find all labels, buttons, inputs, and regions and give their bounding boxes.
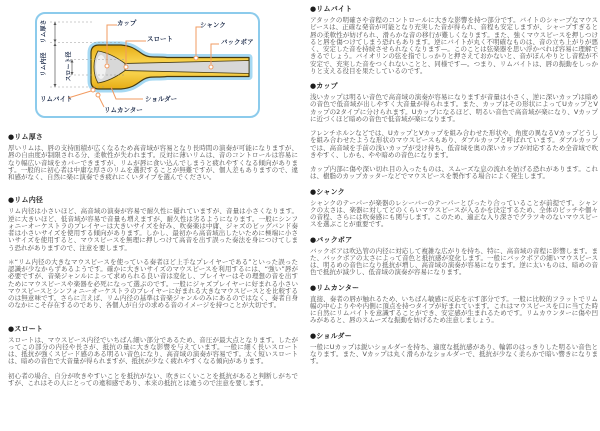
paragraph: カップ内部に傷や深い切れ目の入ったものは、スムーズな息の流れを妨げる恐れがあります。これは、樹脂のカップカッターなどでマウスピースを製作する場合によく発生します。 bbox=[310, 165, 598, 181]
section-backbore bbox=[310, 236, 598, 277]
label-rim-inner-diameter: リム内径 bbox=[40, 52, 48, 77]
section-cup bbox=[310, 82, 598, 181]
left-column bbox=[8, 0, 298, 394]
cup-highlight bbox=[96, 55, 106, 79]
section-title: ●リム内径 bbox=[8, 196, 44, 205]
label-backbore: バックボア bbox=[221, 38, 254, 46]
label-rim-thickness: リム厚さ bbox=[40, 19, 48, 44]
section-title: ●リム厚さ bbox=[8, 133, 44, 141]
label-shoulder: ショルダー bbox=[145, 95, 178, 103]
label-rim-bite: リムバイト bbox=[40, 95, 73, 103]
section-rim-thickness bbox=[8, 133, 298, 181]
paragraph: シャンクのテーパーが楽器のレシーバーのテーパーとぴったり合っていることが前提です。シャンクの太さは、楽器に対してどのくらいマウスピースが入るかを決定するため、全体のピッチや個々の音程、さらには吹奏感にも関与します。このため、適正な入り深さでグラツキのないマウスピースを選ぶことが重要です。 bbox=[310, 198, 598, 229]
paragraph: 厚いリムは、唇の支持面積が広くなるため高音域が容易となり長時間の演奏が可能になりますが、唇の自由度が制限される分、柔軟性が失われます。反対に薄いリムは、音のコントロールは容易になり幅広い音域をカバーできますが、リムが唇に食い込んでしまうと疲れやすくなる傾向があります。一般的に初心者は中庸な厚さのリムを選択することが無難ですが、個人差もありますので、違和感がなく、自然に楽に演奏でき疲れにくいタイプを選んでください。 bbox=[8, 144, 298, 181]
paragraph: フレンチホルンなどでは、UカップとVカップを組み合わせた形状や、角度の異なるVカップどうしを組み合わせたような形状のマウスピースもあり、ダブルカップと呼ばれています。ダブルカップでは、高音域を手前の浅いカップが受け持ち、低音域を奥の深いカップが対応するため全音域で吹きやすく、しかも、やや暗めの音色になります。 bbox=[310, 129, 598, 159]
paragraph: 浅いカップは明るい音色で高音域の演奏が容易になりますが音量は小さく、逆に深いカップは暗めの音色で低音域が出しやすく大音量が得られます。また、カップはその形状によってUカップとVカップの2タイプに分けられます。Uカップになるほど、明るい音色で高音域が楽になり、Vカップに近づくほど暗めの音色で低音域が楽になります。 bbox=[310, 93, 598, 123]
section-title: ●リムカンター bbox=[310, 283, 360, 292]
right-column bbox=[310, 0, 598, 372]
section-title: ●バックボア bbox=[310, 235, 353, 244]
section-title: ●リムバイト bbox=[310, 5, 353, 13]
label-throat-diameter: スロート径 bbox=[65, 51, 73, 82]
paragraph: リム内径は小さいほど、高音域の演奏が容易で耐久性に優れていますが、音量は小さくなります。逆に大きいほど、低音域が容易で音量も増えますが、耐久性は劣るようになります。一般にシンフォニーオーケストラのプレイヤーは大きいサイズを好み、吹奏楽は中庸、ジャズのビッグバンド奏者は小さいサイズを使用する傾向があります。しかし、最初から高音域出したいために極端に小さいサイズを使用すると、マウスピースを無理に押しつけて高音を出す誤った奏法を身につけてしまう恐れがありますので、注意を要します。 bbox=[8, 207, 298, 252]
paragraph: 直接、奏者の唇が触れるため、いちばん敏感に反応を示す部分です。一般に比較的フラットでリム幅の中心よりやや内側に頂点を持つタイプが好まれています。これはマウスピースを口に当てた時に自然にリムバイトを意識することができ、安定感が生まれるためです。リムカウンターに傷や凹みがあると、唇のスムーズな振動を妨げるため注意しましょう。 bbox=[310, 294, 598, 325]
paragraph: ＊“リム内径の大きなマウスピースを使っている奏者ほど上手なプレイヤーである”といった誤った認識が少なからずあるようです。確かに大きいサイズのマウスピースを利用するには、“強い”唇が必要ですが、音楽ジャンルによって求められる良い音は変化し、プレイヤーはその理想の音を出すためにマウスピースや楽器を必死になって選ぶのです。一般にジャズプレイヤーに好まれる小さいマウスピースとシンフォニーオーケストラのプレイヤーに好まれる大きなマウスピースとを比較するのは無意味です。さらに言えば、リム内径の基準は音楽ジャンルのみにあるのではなく、奏者自身のなかにこそ存在するのであり、各個人が自分の求める音のイメージを持つことが大切です。 bbox=[8, 257, 298, 310]
section-throat bbox=[8, 325, 298, 388]
paragraph: バックボアは吹込管の内径に対応して複雑な広がりを持ち、特に、高音域の音程に影響します。また、バックボアの太さによって音色と抵抗感が変化します。一般にバックボアの細いマウスピースは、明るめの音色になり抵抗が増し、高音域の演奏が容易になります。逆に太いものは、暗めの音色で抵抗が減少し、低音域の演奏が容易になります。 bbox=[310, 246, 598, 277]
paragraph: アタックの明確さや音程のコントロールに大きな影響を持つ部分です。バイトのシャープなマウスピースは、正確な発音が可能となり充実した音が得られ、音程も安定しますが、シャープすぎると唇の柔軟性が妨げられ、滑らかな音の移行が難しくなります。また、強くマウスピースを押しつけると唇を傷つけてしまう恐れもあります。逆にバイトが丸く不明確なものは、音の立ち上がりが悪く、安定した音を持続させられなくなります—。このことは弦楽器を思い浮かべれば容易に理解できるでしょう。バイオリンの弦を指でしっかりと押さえておかないと、音がぼんやりとし音程が不安定で、充実した音をつくれないことと、同様です—。つまり、リムバイトは、唇の振動をしっかりと支える役目を果たしているのです。 bbox=[310, 16, 598, 75]
paragraph: 一般にUカップは鋭いショルダーを持ち、適度な抵抗感があり、輪郭のはっきりした明るい音色となります。また、Vカップは丸く滑らかなショルダーで、抵抗が少なく柔らかで暗い響きになります。 bbox=[310, 342, 598, 365]
mouthpiece-diagram bbox=[35, 12, 260, 118]
section-title: ●ショルダー bbox=[310, 331, 352, 340]
label-throat: スロート bbox=[147, 35, 173, 43]
section-title: ●スロート bbox=[8, 324, 44, 333]
section-title: ●シャンク bbox=[310, 187, 345, 196]
label-rim-contour: リムカンター bbox=[104, 106, 143, 114]
paragraph: 初心者の場合、自分が吹きやすいことを抵抗がない、吹きにくいことを抵抗があると判断しがちですが、これはその人にとっての違和感であり、本来の抵抗とは違うので注意を要します。 bbox=[8, 371, 298, 387]
section-shoulder bbox=[310, 332, 598, 366]
label-shank: シャンク bbox=[200, 21, 226, 29]
section-rim-contour bbox=[310, 284, 598, 325]
section-shank bbox=[310, 188, 598, 229]
section-title: ●カップ bbox=[310, 82, 338, 90]
section-rim-bite bbox=[310, 5, 598, 75]
paragraph: スロートは、マウスピース内径でいちばん細い部分であるため、音圧が最大点となります。したがってこの部分の内径や長さが、抵抗の量に大きな影響を与えています。一般に細く長いスロートは、抵抗が強くスピード感のある明るい音色になり、高音域の演奏が容易です。太く短いスロートは、暗めの音色で大音量が得られますが、抵抗が少なく疲れやすくなる傾向があります。 bbox=[8, 335, 298, 366]
section-rim-inner-diameter bbox=[8, 196, 298, 309]
label-cup: カップ bbox=[117, 19, 137, 27]
